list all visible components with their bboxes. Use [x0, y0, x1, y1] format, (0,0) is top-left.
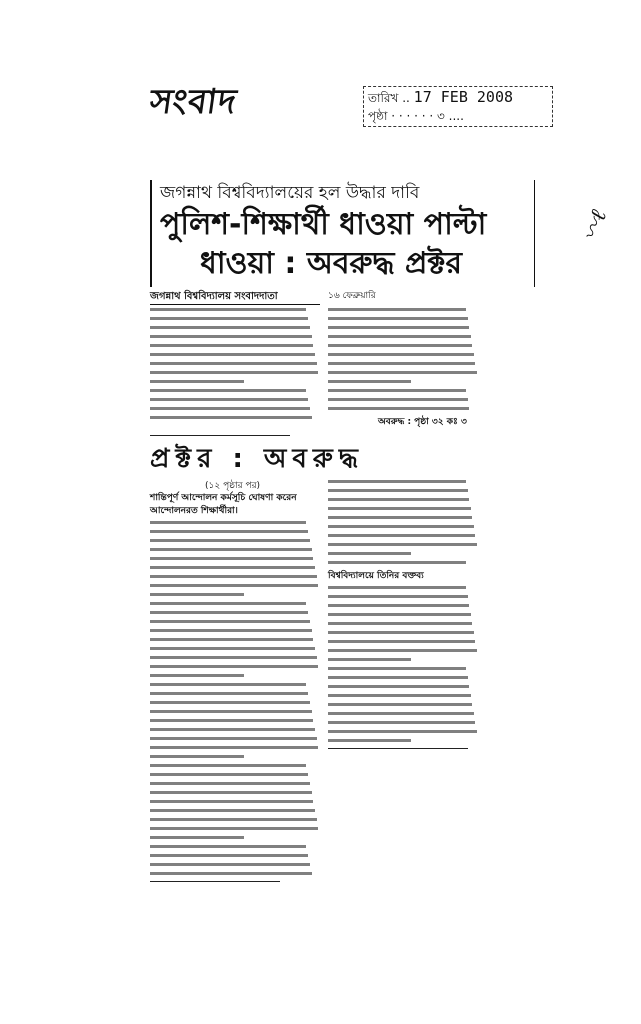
text-line [328, 317, 468, 320]
top-columns [150, 308, 535, 429]
dateline: ১৬ ফেব্রুয়ারি [328, 290, 376, 301]
text-line [150, 317, 308, 320]
text-line [328, 308, 466, 311]
text-line [328, 371, 477, 374]
text-line [328, 489, 468, 492]
text-line [150, 755, 244, 758]
text-line [150, 674, 244, 677]
text-line [150, 710, 312, 713]
text-line [150, 584, 318, 587]
headline-line-2: ধাওয়া : অবরুদ্ধ প্রক্টর [200, 245, 462, 281]
continuation-note: (১২ পৃষ্ঠার পর) [205, 480, 261, 491]
byline-row [150, 290, 535, 305]
text-line [328, 730, 477, 733]
jump-line: অবরুদ্ধ : পৃষ্ঠা ৩২ কঃ ৩ [378, 416, 467, 427]
byline: জগন্নাথ বিশ্ববিদ্যালয় সংবাদদাতা [150, 290, 320, 305]
text-line [150, 854, 308, 857]
text-line [150, 575, 317, 578]
text-line [150, 530, 308, 533]
text-line [328, 552, 411, 555]
text-line [150, 362, 317, 365]
divider [150, 435, 290, 436]
text-line [328, 667, 466, 670]
text-line [150, 818, 317, 821]
text-line [150, 620, 310, 623]
text-line [150, 800, 313, 803]
text-line [150, 353, 315, 356]
text-line [150, 827, 318, 830]
headline-line-1: পুলিশ-শিক্ষার্থী ধাওয়া পাল্টা [160, 206, 487, 242]
text-line [328, 712, 474, 715]
text-line [328, 586, 466, 589]
text-line [328, 516, 472, 519]
lead-paragraph: শান্তিপূর্ণ আন্দোলন কর্মসূচি ঘোষণা করেন আন্দোলনরত শিক্ষার্থীরা। [150, 493, 297, 516]
column-2 [328, 308, 478, 410]
text-line [328, 613, 471, 616]
text-line [150, 602, 306, 605]
text-line [150, 521, 306, 524]
text-line [328, 362, 475, 365]
left-column [150, 480, 320, 889]
text-line [150, 593, 244, 596]
text-line [328, 380, 411, 383]
text-line [150, 665, 318, 668]
text-line [328, 389, 466, 392]
text-line [328, 507, 471, 510]
text-line [328, 640, 475, 643]
text-line [150, 389, 306, 392]
text-line [328, 335, 471, 338]
text-line [150, 416, 312, 419]
text-line [150, 548, 312, 551]
text-line [150, 809, 315, 812]
date-stamp: তারিখ .. 17 FEB 2008 পৃষ্ঠা · · · · · · ৩ .... [363, 86, 553, 127]
text-line [328, 631, 474, 634]
text-line [150, 773, 308, 776]
text-line [328, 622, 472, 625]
text-line [150, 701, 310, 704]
text-line [328, 344, 472, 347]
divider [150, 881, 280, 882]
text-line [150, 836, 244, 839]
bottom-columns [150, 480, 535, 889]
text-line [150, 629, 312, 632]
text-line [150, 845, 306, 848]
text-line [328, 543, 477, 546]
text-line [150, 344, 313, 347]
handwritten-signature: 〰ℓ [578, 206, 613, 245]
column-2-wrap [328, 308, 478, 429]
text-line [150, 566, 315, 569]
text-line [328, 498, 469, 501]
text-line [328, 326, 469, 329]
text-line [150, 746, 318, 749]
text-line [150, 764, 306, 767]
text-line [150, 638, 313, 641]
text-line [150, 335, 312, 338]
text-line [328, 534, 475, 537]
divider [328, 748, 468, 749]
text-line [150, 611, 308, 614]
text-line [328, 721, 475, 724]
text-line [150, 683, 306, 686]
text-line [328, 649, 477, 652]
text-line [328, 694, 471, 697]
text-line [328, 703, 472, 706]
subhead: বিশ্ববিদ্যালয়ে তিনির বক্তব্য [328, 570, 424, 581]
article [150, 180, 535, 888]
article-kicker: জগন্নাথ বিশ্ববিদ্যালয়ের হল উদ্ধার দাবি [160, 183, 420, 203]
continuation-heading: প্রক্টর : অবরুদ্ধ [150, 443, 364, 474]
column-5 [328, 586, 478, 742]
text-line [150, 308, 306, 311]
text-line [150, 398, 308, 401]
text-line [150, 407, 310, 410]
text-line [328, 561, 466, 564]
text-line [328, 595, 468, 598]
text-line [328, 398, 468, 401]
page-value: ৩ [437, 109, 445, 123]
right-column [328, 480, 478, 756]
column-1 [150, 308, 320, 425]
text-line [150, 791, 312, 794]
text-line [328, 739, 411, 742]
text-line [328, 685, 469, 688]
headline-frame [150, 180, 535, 287]
page-label: পৃষ্ঠা [368, 109, 388, 123]
text-line [150, 371, 318, 374]
text-line [150, 326, 310, 329]
date-label: তারিখ [368, 91, 399, 105]
text-line [150, 737, 317, 740]
text-line [328, 353, 474, 356]
text-line [150, 863, 310, 866]
column-4 [328, 480, 478, 564]
newspaper-masthead: সংবাদ [147, 82, 240, 122]
text-line [150, 872, 312, 875]
text-line [328, 480, 466, 483]
text-line [150, 719, 313, 722]
text-line [328, 525, 474, 528]
stamp-date: 17 FEB 2008 [413, 88, 514, 106]
text-line [150, 557, 313, 560]
text-line [150, 728, 315, 731]
text-line [328, 658, 411, 661]
text-line [328, 676, 468, 679]
text-line [328, 407, 469, 410]
text-line [328, 604, 469, 607]
text-line [150, 539, 310, 542]
text-line [150, 692, 308, 695]
text-line [150, 647, 315, 650]
text-line [150, 380, 244, 383]
text-line [150, 656, 317, 659]
text-line [150, 782, 310, 785]
column-3 [150, 521, 320, 875]
